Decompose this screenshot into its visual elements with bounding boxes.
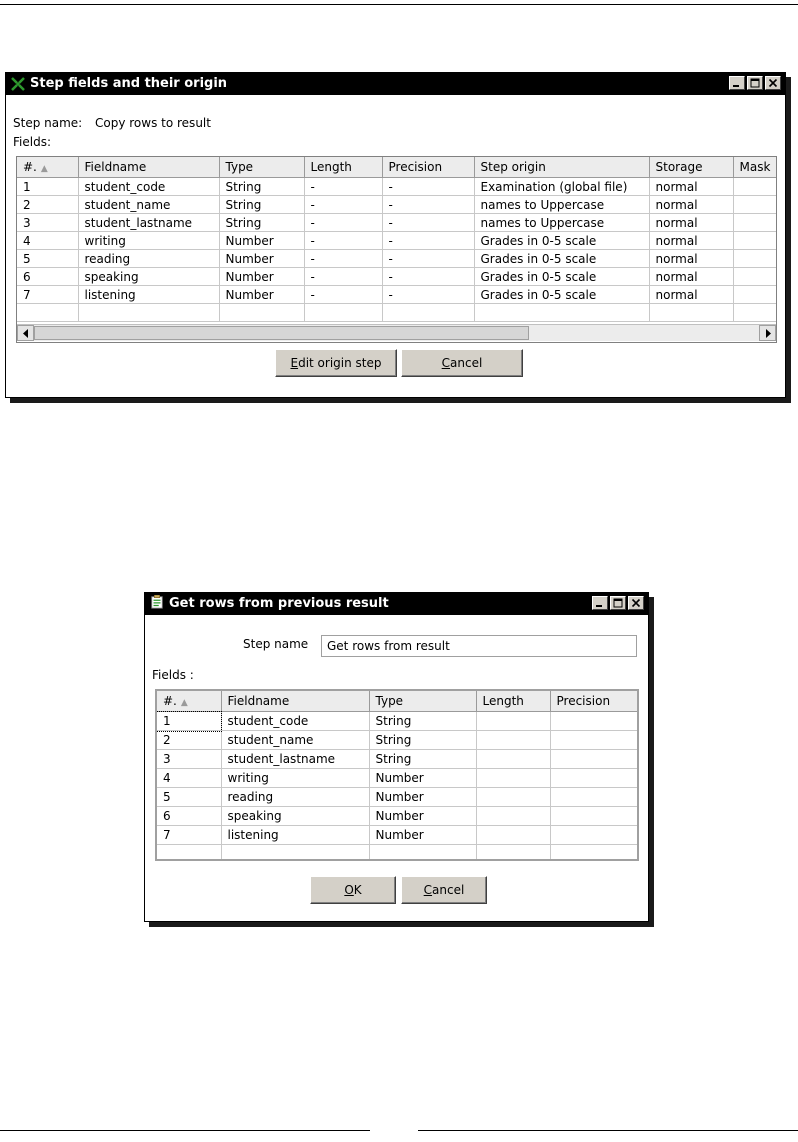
minimize-icon <box>732 78 742 88</box>
column-header[interactable] <box>221 691 369 712</box>
table-cell[interactable] <box>550 769 637 788</box>
table-cell[interactable] <box>550 750 637 769</box>
table-cell[interactable]: normal <box>649 196 733 214</box>
dialog1-titlebar[interactable] <box>6 73 785 95</box>
horizontal-scrollbar[interactable] <box>17 324 776 341</box>
table-cell[interactable]: 4 <box>157 769 221 788</box>
table-cell[interactable]: String <box>219 214 304 232</box>
table-cell[interactable]: normal <box>649 214 733 232</box>
table-cell[interactable]: String <box>369 750 476 769</box>
column-header-label: #. <box>163 694 177 708</box>
fields-label: Fields : <box>152 668 194 682</box>
table-cell[interactable]: student_code <box>221 712 369 731</box>
table-cell[interactable] <box>733 250 777 268</box>
close-icon <box>768 78 778 88</box>
step-fields-dialog <box>5 72 786 398</box>
table-row[interactable] <box>17 286 777 304</box>
table-cell[interactable] <box>369 845 476 862</box>
table-cell[interactable]: Grades in 0-5 scale <box>474 250 649 268</box>
close-button[interactable] <box>765 76 781 90</box>
table-cell[interactable]: normal <box>649 178 733 196</box>
table-row[interactable] <box>17 250 777 268</box>
table-cell[interactable]: 7 <box>157 826 221 845</box>
spoon-app-icon <box>11 77 25 91</box>
table-cell[interactable]: student_name <box>78 196 219 214</box>
cancel-button-label: ancel <box>432 883 465 897</box>
minimize-button[interactable] <box>592 596 608 610</box>
table-cell[interactable]: - <box>382 178 474 196</box>
table-cell[interactable]: writing <box>221 769 369 788</box>
scroll-left-button[interactable] <box>17 325 34 341</box>
table-cell[interactable]: listening <box>78 286 219 304</box>
table-cell[interactable]: String <box>219 196 304 214</box>
table-cell[interactable]: 5 <box>17 250 78 268</box>
table-cell[interactable] <box>17 304 78 322</box>
column-header-label: Precision <box>388 160 443 174</box>
column-header-label: Fieldname <box>227 694 290 708</box>
table-cell[interactable]: names to Uppercase <box>474 196 649 214</box>
fields-label: Fields: <box>13 135 51 149</box>
table-cell[interactable]: writing <box>78 232 219 250</box>
maximize-icon <box>750 78 760 88</box>
table-cell[interactable] <box>733 304 777 322</box>
sort-ascending-icon: ▲ <box>40 164 48 174</box>
step-name-label: Step name: <box>13 116 83 130</box>
table-cell[interactable] <box>550 826 637 845</box>
footer-rule-right <box>418 1130 798 1131</box>
scroll-thumb[interactable] <box>34 326 529 340</box>
column-header[interactable] <box>474 157 649 178</box>
table-cell[interactable]: 6 <box>157 807 221 826</box>
table-row[interactable] <box>17 196 777 214</box>
column-header[interactable] <box>78 157 219 178</box>
footer-rule-left <box>0 1130 370 1131</box>
column-header[interactable] <box>304 157 382 178</box>
cancel-button-mnemonic: C <box>441 356 451 370</box>
table-cell[interactable]: - <box>304 268 382 286</box>
cancel-button[interactable] <box>401 349 523 377</box>
table-row[interactable] <box>157 712 637 731</box>
column-header-label: #. <box>23 160 37 174</box>
table-cell[interactable]: speaking <box>221 807 369 826</box>
empty-row[interactable] <box>157 845 637 862</box>
edit-button-mnemonic: E <box>290 356 299 370</box>
table-row[interactable] <box>17 232 777 250</box>
dialog1-title: Step fields and their origin <box>30 76 228 91</box>
table-cell[interactable] <box>476 769 550 788</box>
table-cell[interactable] <box>550 807 637 826</box>
ok-button-label: K <box>353 883 362 897</box>
maximize-icon <box>613 598 623 608</box>
table-cell[interactable] <box>382 304 474 322</box>
table-cell[interactable]: - <box>304 214 382 232</box>
table-row[interactable] <box>17 214 777 232</box>
fields-table-wrap <box>155 689 639 861</box>
minimize-button[interactable] <box>729 76 745 90</box>
table-cell[interactable]: Number <box>219 268 304 286</box>
table-cell[interactable] <box>649 304 733 322</box>
table-cell[interactable] <box>304 304 382 322</box>
ok-button-mnemonic: O <box>344 883 354 897</box>
get-rows-dialog <box>144 592 649 922</box>
table-cell[interactable] <box>550 712 637 731</box>
table-cell[interactable]: 3 <box>17 214 78 232</box>
table-cell[interactable]: - <box>304 286 382 304</box>
column-header[interactable] <box>550 691 637 712</box>
table-cell[interactable]: Number <box>219 286 304 304</box>
column-header-label: Length <box>482 694 524 708</box>
table-cell[interactable]: student_lastname <box>221 750 369 769</box>
table-cell[interactable]: 7 <box>17 286 78 304</box>
table-cell[interactable]: - <box>382 232 474 250</box>
table-cell[interactable]: - <box>382 196 474 214</box>
table-cell[interactable]: Number <box>219 250 304 268</box>
table-cell[interactable] <box>476 807 550 826</box>
table-cell[interactable] <box>476 845 550 862</box>
cancel-button-mnemonic: C <box>423 883 433 897</box>
table-row[interactable] <box>157 731 637 750</box>
table-cell[interactable]: - <box>382 214 474 232</box>
table-cell[interactable]: - <box>382 286 474 304</box>
column-header[interactable] <box>219 157 304 178</box>
column-header[interactable] <box>17 157 78 178</box>
table-cell[interactable] <box>733 232 777 250</box>
step-name-input[interactable]: Get rows from result <box>321 635 637 657</box>
table-cell[interactable] <box>476 750 550 769</box>
table-cell[interactable]: Number <box>369 788 476 807</box>
table-cell[interactable] <box>476 826 550 845</box>
step-name-label: Step name <box>243 637 309 651</box>
edit-origin-step-button[interactable] <box>275 349 397 377</box>
table-row[interactable] <box>157 769 637 788</box>
sort-ascending-icon: ▲ <box>180 698 188 708</box>
close-button[interactable] <box>628 596 644 610</box>
arrow-right-icon <box>764 329 772 338</box>
table-cell[interactable]: - <box>304 196 382 214</box>
table-cell[interactable]: student_code <box>78 178 219 196</box>
close-icon <box>631 598 641 608</box>
column-header-label: Precision <box>556 694 611 708</box>
table-cell[interactable]: normal <box>649 232 733 250</box>
table-cell[interactable]: normal <box>649 286 733 304</box>
table-cell[interactable]: reading <box>221 788 369 807</box>
maximize-button[interactable] <box>747 76 763 90</box>
table-cell[interactable]: speaking <box>78 268 219 286</box>
table-cell[interactable]: 4 <box>17 232 78 250</box>
table-cell[interactable]: listening <box>221 826 369 845</box>
empty-row[interactable] <box>17 304 777 322</box>
edit-button-label: dit origin step <box>298 356 382 370</box>
table-cell[interactable]: 6 <box>17 268 78 286</box>
table-cell[interactable] <box>550 788 637 807</box>
table-row[interactable] <box>17 268 777 286</box>
table-cell[interactable] <box>476 788 550 807</box>
table-cell[interactable] <box>733 286 777 304</box>
table-cell[interactable]: Grades in 0-5 scale <box>474 232 649 250</box>
column-header[interactable] <box>649 157 733 178</box>
arrow-left-icon <box>22 329 30 338</box>
table-cell[interactable]: normal <box>649 250 733 268</box>
table-cell[interactable]: 1 <box>157 712 221 731</box>
table-cell[interactable] <box>733 268 777 286</box>
table-cell[interactable]: - <box>304 250 382 268</box>
column-header-label: Fieldname <box>84 160 147 174</box>
table-row[interactable] <box>157 807 637 826</box>
table-cell[interactable]: Grades in 0-5 scale <box>474 286 649 304</box>
column-header-label: Type <box>225 160 254 174</box>
table-cell[interactable]: 5 <box>157 788 221 807</box>
table-cell[interactable]: normal <box>649 268 733 286</box>
table-cell[interactable] <box>78 304 219 322</box>
table-cell[interactable] <box>474 304 649 322</box>
column-header[interactable] <box>382 157 474 178</box>
fields-table <box>157 691 638 861</box>
table-cell[interactable]: 2 <box>17 196 78 214</box>
column-header[interactable] <box>369 691 476 712</box>
column-header[interactable] <box>733 157 777 178</box>
column-header[interactable] <box>157 691 221 712</box>
table-cell[interactable]: 2 <box>157 731 221 750</box>
dialog2-titlebar[interactable] <box>145 593 648 615</box>
table-cell[interactable]: reading <box>78 250 219 268</box>
table-row[interactable] <box>17 178 777 196</box>
table-row[interactable] <box>157 826 637 845</box>
column-header-label: Storage <box>655 160 703 174</box>
table-cell[interactable] <box>733 214 777 232</box>
table-cell[interactable]: Grades in 0-5 scale <box>474 268 649 286</box>
table-cell[interactable]: 1 <box>17 178 78 196</box>
table-cell[interactable]: student_lastname <box>78 214 219 232</box>
cancel-button-label: ancel <box>450 356 483 370</box>
ok-button[interactable] <box>310 876 396 904</box>
table-cell[interactable]: String <box>369 712 476 731</box>
table-cell[interactable]: String <box>369 731 476 750</box>
cancel-button[interactable] <box>401 876 487 904</box>
page-top-rule <box>0 4 798 5</box>
column-header-label: Mask <box>739 160 771 174</box>
table-cell[interactable]: - <box>304 232 382 250</box>
column-header-label: Length <box>310 160 352 174</box>
table-cell[interactable]: Number <box>369 826 476 845</box>
maximize-button[interactable] <box>610 596 626 610</box>
table-cell[interactable]: Examination (global file) <box>474 178 649 196</box>
table-cell[interactable] <box>733 178 777 196</box>
table-cell[interactable]: - <box>382 268 474 286</box>
table-cell[interactable] <box>221 845 369 862</box>
table-cell[interactable] <box>157 845 221 862</box>
column-header-label: Type <box>375 694 404 708</box>
fields-table <box>17 157 777 322</box>
table-cell[interactable]: 3 <box>157 750 221 769</box>
table-row[interactable] <box>157 788 637 807</box>
table-cell[interactable]: String <box>219 178 304 196</box>
table-cell[interactable]: names to Uppercase <box>474 214 649 232</box>
column-header-label: Step origin <box>480 160 546 174</box>
table-cell[interactable]: Number <box>219 232 304 250</box>
dialog2-title: Get rows from previous result <box>169 596 389 611</box>
table-cell[interactable] <box>550 731 637 750</box>
column-header[interactable] <box>476 691 550 712</box>
table-cell[interactable]: Number <box>369 769 476 788</box>
minimize-icon <box>595 598 605 608</box>
table-cell[interactable] <box>476 731 550 750</box>
table-cell[interactable]: - <box>382 250 474 268</box>
fields-table-wrap <box>16 156 777 343</box>
table-cell[interactable]: - <box>304 178 382 196</box>
scroll-right-button[interactable] <box>759 325 776 341</box>
table-row[interactable] <box>157 750 637 769</box>
table-cell[interactable] <box>219 304 304 322</box>
table-cell[interactable]: student_name <box>221 731 369 750</box>
table-cell[interactable] <box>733 196 777 214</box>
table-cell[interactable] <box>476 712 550 731</box>
get-rows-step-icon <box>150 595 164 609</box>
table-cell[interactable]: Number <box>369 807 476 826</box>
step-name-value: Copy rows to result <box>95 116 211 130</box>
table-cell[interactable] <box>550 845 637 862</box>
